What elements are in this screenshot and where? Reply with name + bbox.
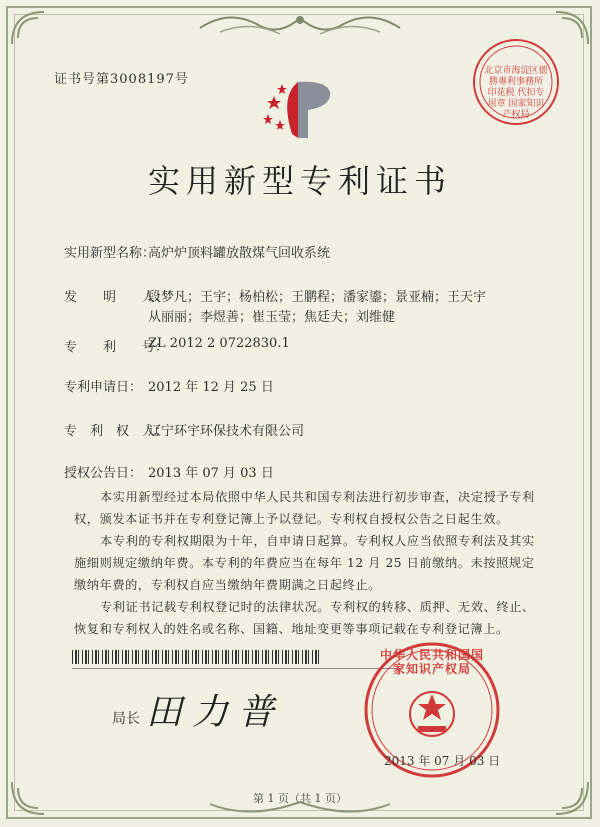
director-label: 局长 — [112, 711, 140, 727]
patent-office-logo — [262, 76, 338, 144]
certificate-number: 证书号第3008197号 — [54, 72, 189, 87]
tax-stamp: 北京市海淀区德勝專利事務所 印花税 代扣专用章 国家知识产权局 — [470, 36, 562, 128]
field-patentee: 专 利 权 人： 辽宁环宇环保技术有限公司 — [64, 424, 305, 439]
body-paragraph: 专利证书记载专利权登记时的法律状况。专利权的转移、质押、无效、终止、恢复和专利权人的姓名或名称、国籍、地址变更等事项记载在专利登记簿上。 — [74, 600, 535, 636]
top-ornament — [190, 8, 410, 42]
body-paragraph: 本专利的专利权期限为十年，自申请日起算。专利权人应当依照专利法及其实施细则规定缴纳年费。本专利的年费应当在每年 12 月 25 日前缴纳。未按照规定缴纳年费的，专利权自应当缴纳年费期满之日起终止。 — [74, 534, 535, 592]
barcode-underline — [72, 668, 402, 669]
field-inventors-cont: 从丽丽；李煜善；崔玉莹；焦廷夫；刘维健 — [148, 310, 396, 325]
corner-ornament-tl — [8, 8, 48, 48]
page-footer: 第 1 页（共 1 页） — [253, 792, 347, 805]
field-utility-name: 实用新型名称： 高炉炉顶料罐放散煤气回收系统 — [64, 246, 331, 261]
certificate-title: 实用新型专利证书 — [147, 162, 452, 200]
seal-text: 中华人民共和国国家知识产权局 — [380, 648, 485, 676]
director-signature: 田力普 — [146, 692, 285, 733]
certificate-body — [74, 486, 540, 640]
field-grant-date: 授权公告日： 2013 年 07 月 03 日 — [64, 466, 274, 481]
field-inventors: 发 明 人： 段梦凡；王宇；杨柏松；王鹏程；潘家鎏；景亚楠；王天宇 — [64, 290, 487, 305]
field-patent-number: 专 利 号： ZL 2012 2 0722830.1 — [64, 336, 290, 355]
body-paragraph: 本实用新型经过本局依照中华人民共和国专利法进行初步审查，决定授予专利权，颁发本证书并在专利登记簿上予以登记。专利权自授权公告之日起生效。 — [74, 490, 535, 526]
barcode — [72, 650, 322, 664]
field-application-date: 专利申请日： 2012 年 12 月 25 日 — [64, 380, 274, 395]
seal-date: 2013 年 07 月 03 日 — [384, 754, 501, 768]
